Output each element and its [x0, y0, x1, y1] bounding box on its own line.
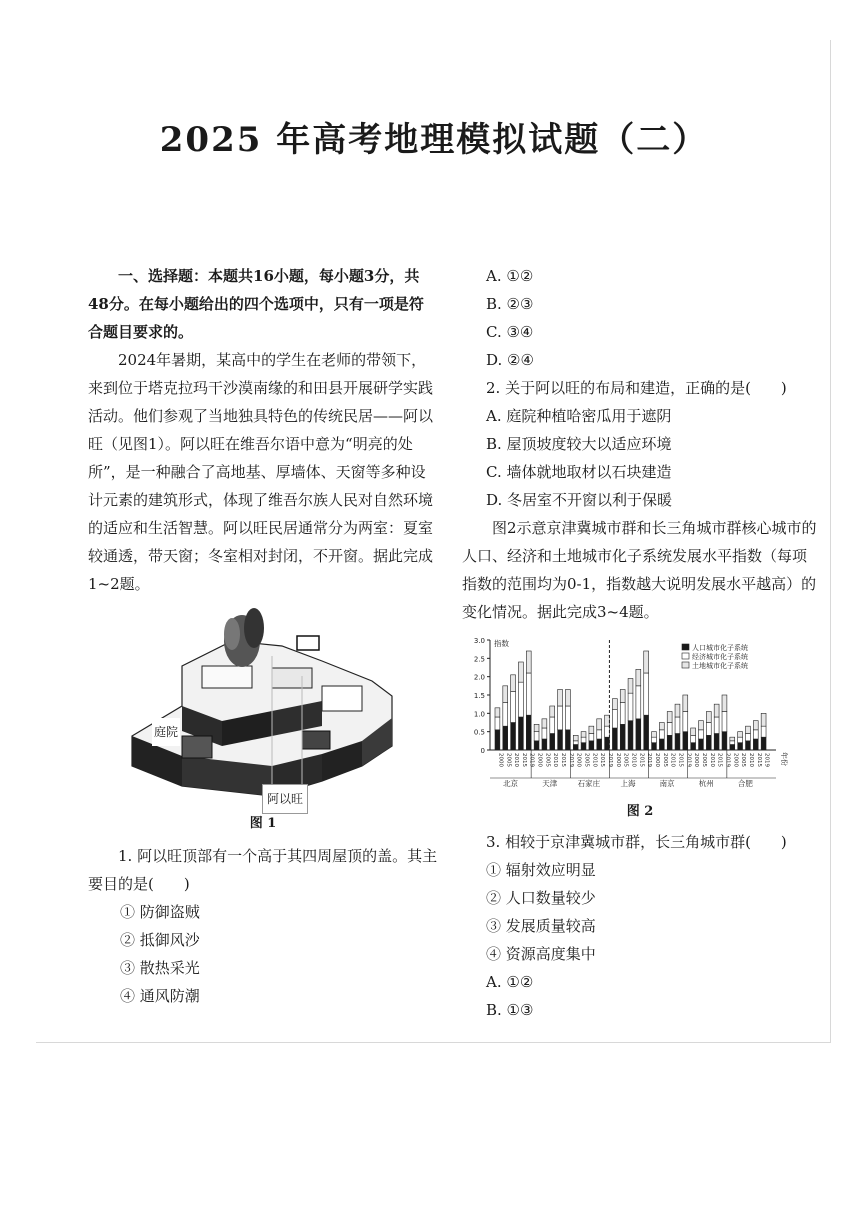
x-tick-label: 2000 — [575, 753, 582, 767]
bar-segment — [659, 739, 664, 750]
bar-segment — [518, 682, 523, 717]
bar-segment — [589, 726, 594, 733]
x-tick-label: 2019 — [528, 753, 535, 767]
q1-choice-c: C. ③④ — [486, 323, 534, 341]
bar-segment — [730, 741, 735, 745]
bar-segment — [706, 712, 711, 723]
bar-segment — [714, 704, 719, 717]
q1-item-2: ② 抵御风沙 — [120, 931, 200, 949]
bar-segment — [699, 739, 704, 750]
bar-segment — [542, 728, 547, 739]
bar-segment — [644, 673, 649, 715]
y-tick-label: 2.0 — [473, 673, 485, 682]
bar-segment — [699, 721, 704, 730]
bar-segment — [761, 726, 766, 737]
left-column — [88, 262, 438, 1010]
bar-segment — [581, 737, 586, 743]
bar-segment — [644, 715, 649, 750]
x-tick-label: 2015 — [638, 753, 645, 767]
bar-segment — [620, 702, 625, 724]
bar-segment — [652, 737, 657, 743]
bar-segment — [605, 715, 610, 726]
bar-segment — [675, 734, 680, 751]
right-column — [462, 262, 818, 1024]
bar-segment — [667, 712, 672, 723]
q1-item-3: ③ 散热采光 — [120, 959, 200, 977]
bar-segment — [558, 706, 563, 730]
bar-segment — [597, 719, 602, 730]
x-tick-label: 2015 — [677, 753, 684, 767]
bar-segment — [722, 695, 727, 712]
x-tick-label: 2010 — [552, 753, 559, 767]
bar-segment — [581, 743, 586, 750]
figure-1-ayiwang-image — [122, 606, 402, 806]
x-tick-label: 2005 — [661, 753, 668, 767]
q1-choice-b: B. ②③ — [486, 295, 534, 313]
bar-segment — [706, 723, 711, 736]
bar-segment — [573, 735, 578, 741]
bar-segment — [495, 730, 500, 750]
bar-segment — [675, 704, 680, 717]
bar-segment — [550, 734, 555, 751]
x-tick-label: 2010 — [747, 753, 754, 767]
bar-segment — [605, 726, 610, 737]
x-tick-label: 2019 — [685, 753, 692, 767]
q3-choice-a: A. ①② — [486, 973, 534, 991]
q3-item-1: ① 辐射效应明显 — [486, 861, 596, 879]
bar-segment — [659, 730, 664, 739]
x-tick-label: 2005 — [622, 753, 629, 767]
figure-2-chart — [464, 632, 794, 802]
q3-item-3: ③ 发展质量较高 — [486, 917, 596, 935]
x-tick-label: 2019 — [646, 753, 653, 767]
legend-swatch — [682, 644, 689, 650]
bar-segment — [636, 719, 641, 750]
bar-segment — [675, 717, 680, 734]
bar-segment — [714, 734, 719, 751]
q3-choice-b: B. ①③ — [486, 1001, 534, 1019]
x-tick-label: 2000 — [614, 753, 621, 767]
x-tick-label: 2015 — [520, 753, 527, 767]
bar-segment — [738, 732, 743, 738]
bar-segment — [573, 745, 578, 751]
x-tick-label: 2005 — [505, 753, 512, 767]
q2-choice-c: C. 墙体就地取材以石块建造 — [486, 463, 672, 481]
q1-item-1: ① 防御盗贼 — [120, 903, 200, 921]
bar-segment — [738, 743, 743, 750]
x-tick-label: 2015 — [755, 753, 762, 767]
ayiwang-label: 阿以旺 — [262, 784, 308, 814]
x-tick-label: 2019 — [763, 753, 770, 767]
bar-segment — [573, 741, 578, 745]
bar-segment — [589, 741, 594, 750]
legend-label: 人口城市化子系统 — [692, 644, 748, 652]
bar-segment — [652, 732, 657, 738]
x-tick-label: 2005 — [740, 753, 747, 767]
x-tick-label: 2019 — [567, 753, 574, 767]
q1-choice-d: D. ②④ — [486, 351, 534, 369]
city-label: 天津 — [542, 779, 558, 788]
bar-segment — [612, 710, 617, 728]
bar-segment — [526, 651, 531, 673]
y-tick-label: 0 — [480, 747, 485, 755]
bar-segment — [691, 743, 696, 750]
x-tick-label: 2000 — [653, 753, 660, 767]
x-axis-label: 年份 — [780, 752, 788, 766]
bar-segment — [534, 724, 539, 731]
bar-segment — [511, 723, 516, 751]
bar-segment — [746, 741, 751, 750]
x-tick-label: 2000 — [536, 753, 543, 767]
bar-segment — [581, 732, 586, 738]
bar-segment — [659, 723, 664, 730]
bar-segment — [753, 739, 758, 750]
q2-choice-b: B. 屋顶坡度较大以适应环境 — [486, 435, 672, 453]
bar-segment — [620, 724, 625, 750]
bar-segment — [761, 737, 766, 750]
bar-segment — [565, 706, 570, 730]
intro-passage-2: 图2示意京津冀城市群和长三角城市群核心城市的人口、经济和土地城市化子系统发展水平指数（每项指数的范围均为0-1，指数越大说明发展水平越高）的变化情况。据此完成3~4题。 — [462, 519, 817, 621]
city-label: 杭州 — [698, 779, 714, 788]
question-3: 3. 相较于京津冀城市群，长三角城市群( ) — [486, 833, 787, 851]
bar-segment — [620, 690, 625, 703]
bar-segment — [738, 737, 743, 743]
bar-segment — [730, 737, 735, 741]
bar-segment — [503, 702, 508, 726]
bar-segment — [503, 726, 508, 750]
city-label: 上海 — [620, 779, 636, 788]
x-tick-label: 2015 — [560, 753, 567, 767]
legend-label: 土地城市化子系统 — [692, 662, 748, 670]
bar-segment — [550, 717, 555, 734]
x-tick-label: 2010 — [669, 753, 676, 767]
bar-segment — [565, 690, 570, 707]
x-tick-label: 2005 — [583, 753, 590, 767]
y-tick-label: 0.5 — [473, 728, 485, 737]
x-tick-label: 2019 — [724, 753, 731, 767]
bar-segment — [706, 735, 711, 750]
bar-segment — [628, 721, 633, 750]
bar-segment — [550, 706, 555, 717]
bar-segment — [518, 717, 523, 750]
bar-segment — [636, 669, 641, 686]
bar-segment — [589, 734, 594, 741]
bar-segment — [730, 745, 735, 751]
bar-segment — [542, 719, 547, 728]
q2-choice-d: D. 冬居室不开窗以利于保暖 — [486, 491, 673, 509]
bar-segment — [495, 717, 500, 730]
section-heading: 一、选择题：本题共16小题，每小题3分，共48分。在每小题给出的四个选项中，只有一项是符合题目要求的。 — [88, 267, 424, 341]
bar-segment — [628, 693, 633, 721]
q1-choice-a: A. ①② — [486, 267, 534, 285]
x-tick-label: 2015 — [599, 753, 606, 767]
bar-segment — [605, 737, 610, 750]
bar-segment — [691, 728, 696, 735]
x-tick-label: 2005 — [544, 753, 551, 767]
bar-segment — [534, 732, 539, 741]
bar-segment — [667, 723, 672, 736]
bar-segment — [534, 741, 539, 750]
bar-segment — [753, 721, 758, 730]
bar-segment — [683, 712, 688, 732]
y-tick-label: 2.5 — [473, 655, 485, 664]
bar-segment — [558, 730, 563, 750]
bar-segment — [628, 679, 633, 694]
bar-segment — [526, 715, 531, 750]
bar-segment — [636, 686, 641, 719]
x-tick-label: 2000 — [693, 753, 700, 767]
x-tick-label: 2010 — [708, 753, 715, 767]
x-tick-label: 2000 — [732, 753, 739, 767]
question-2: 2. 关于阿以旺的布局和建造，正确的是( ) — [486, 379, 787, 397]
city-label: 石家庄 — [577, 779, 601, 788]
q3-item-2: ② 人口数量较少 — [486, 889, 596, 907]
bar-segment — [503, 686, 508, 703]
bar-segment — [565, 730, 570, 750]
q2-choice-a: A. 庭院种植哈密瓜用于遮阴 — [486, 407, 672, 425]
x-tick-label: 2005 — [700, 753, 707, 767]
x-tick-label: 2010 — [591, 753, 598, 767]
figure-1-caption: 图 1 — [249, 816, 277, 831]
bar-segment — [597, 730, 602, 739]
bar-segment — [511, 691, 516, 722]
bar-segment — [612, 728, 617, 750]
bar-segment — [722, 712, 727, 732]
bar-segment — [612, 699, 617, 710]
y-tick-label: 1.0 — [473, 710, 485, 719]
x-tick-label: 2010 — [630, 753, 637, 767]
bar-segment — [683, 695, 688, 712]
legend-label: 经济城市化子系统 — [692, 653, 748, 661]
page-title: 2025 年高考地理模拟试题（二） — [159, 120, 709, 160]
bar-segment — [714, 717, 719, 734]
x-tick-label: 2019 — [607, 753, 614, 767]
bar-segment — [722, 732, 727, 750]
bar-segment — [644, 651, 649, 673]
bar-segment — [511, 675, 516, 692]
bar-segment — [761, 713, 766, 726]
x-tick-label: 2010 — [513, 753, 520, 767]
y-tick-label: 3.0 — [473, 637, 485, 645]
legend-swatch — [682, 662, 689, 668]
bar-segment — [753, 730, 758, 739]
city-label: 合肥 — [737, 779, 753, 788]
bar-segment — [699, 730, 704, 739]
bar-segment — [746, 734, 751, 741]
x-tick-label: 2000 — [497, 753, 504, 767]
bar-segment — [667, 735, 672, 750]
bar-segment — [652, 743, 657, 750]
bar-segment — [683, 732, 688, 750]
x-tick-label: 2015 — [716, 753, 723, 767]
intro-passage: 2024年暑期，某高中的学生在老师的带领下，来到位于塔克拉玛干沙漠南缘的和田县开展研学实践活动。他们参观了当地独具特色的传统民居——阿以旺（见图1）。阿以旺在维吾尔语中意为“明亮的处所”，是一种融合了高地基、厚墙体、天窗等多种设计元素的建筑形式，体现了维吾尔族人民对自然环境的适应和生活智慧。阿以旺民居通常分为两室：夏室较通透，带天窗；冬室相对封闭，不开窗。据此完成1~2题。 — [88, 351, 434, 593]
bar-segment — [597, 739, 602, 750]
question-1: 1. 阿以旺顶部有一个高于其四周屋顶的盖。其主要目的是( ) — [88, 847, 438, 893]
y-axis-label: 指数 — [494, 639, 509, 648]
legend-swatch — [682, 653, 689, 659]
courtyard-label: 庭院 — [152, 718, 180, 746]
city-label: 南京 — [659, 779, 675, 788]
bar-segment — [495, 708, 500, 717]
bar-segment — [746, 726, 751, 733]
q3-item-4: ④ 资源高度集中 — [486, 945, 596, 963]
q1-item-4: ④ 通风防潮 — [120, 987, 200, 1005]
bar-segment — [518, 662, 523, 682]
bar-segment — [558, 690, 563, 707]
bar-segment — [526, 673, 531, 715]
bar-segment — [691, 735, 696, 742]
figure-2-caption: 图 2 — [626, 804, 654, 819]
bar-segment — [542, 739, 547, 750]
city-label: 北京 — [503, 779, 519, 788]
y-tick-label: 1.5 — [473, 692, 485, 700]
